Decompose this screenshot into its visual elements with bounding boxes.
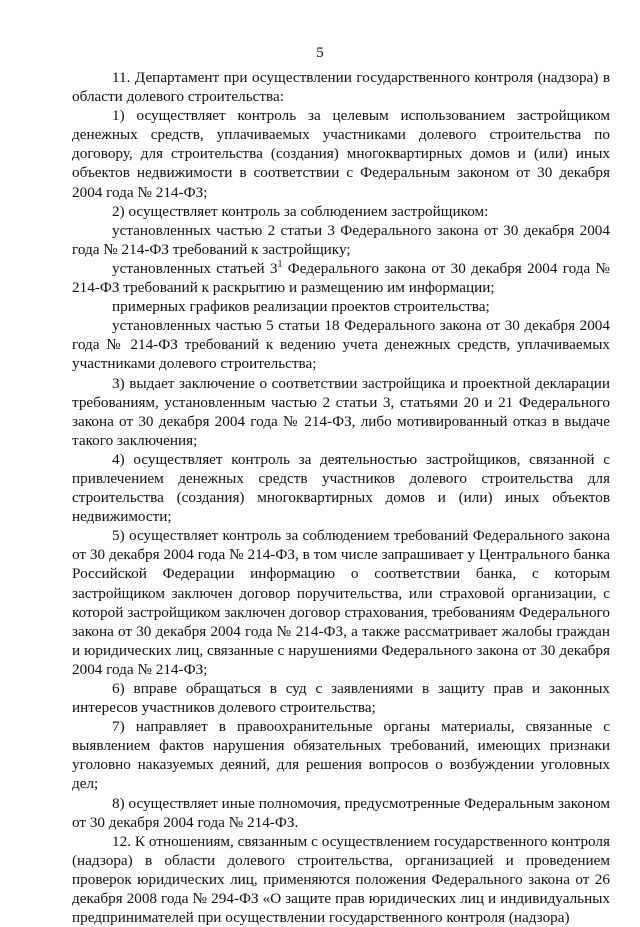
paragraph-11-item-2-sub-3: примерных графиков реализации проектов строительства; bbox=[112, 298, 490, 316]
page-number: 5 bbox=[316, 45, 324, 61]
paragraph-11-item-2-sub-2 bbox=[72, 259, 610, 297]
paragraph-11-item-1: 1) осуществляет контроль за целевым использованием застройщиком денежных средств, уплачиваемых участниками долевого строительства по договору, для строительства (создания) многоквартирных домов и (или) иных объектов недвижимости в соответствии с Федеральным законом от 30 декабря 2004 года № 214-ФЗ; bbox=[72, 107, 610, 201]
paragraph-11: 11. Департамент при осуществлении государственного контроля (надзора) в области долевого строительства: bbox=[72, 69, 610, 106]
paragraph-11-item-4: 4) осуществляет контроль за деятельностью застройщиков, связанной с привлечением денежных средств участников долевого строительства для строительства (создания) многоквартирных домов и (или) иных объектов недвижимости; bbox=[72, 450, 610, 526]
paragraph-11-item-2-sub-4: установленных частью 5 статьи 18 Федерального закона от 30 декабря 2004 года № 214-ФЗ требований к ведению учета денежных средств, уплачиваемых участниками долевого строительства; bbox=[72, 317, 610, 373]
sub-2-text-after: Федерального закона от 30 декабря 2004 года № 214-ФЗ требований к раскрытию и размещению им информации; bbox=[72, 259, 610, 297]
paragraph-11-item-2-sub-1: установленных частью 2 статьи 3 Федерального закона от 30 декабря 2004 года № 214-ФЗ требований к застройщику; bbox=[72, 221, 610, 258]
paragraph-11-item-5: 5) осуществляет контроль за соблюдением требований Федерального закона от 30 декабря 2004 года № 214-ФЗ, в том числе запрашивает у Центрального банка Российской Федерации информацию о соответствии банка, с которым застройщиком заключен договор поручительства, или страховой организации, с которой застройщиком заключен договор страхования, требованиям Федерального закона от 30 декабря 2004 года № 214-ФЗ, а также рассматривает жалобы граждан и юридических лиц, связанные с нарушениями Федерального закона от 30 декабря 2004 года № 214-ФЗ; bbox=[72, 527, 610, 678]
paragraph-11-item-8: 8) осуществляет иные полномочия, предусмотренные Федеральным законом от 30 декабря 2004 года № 214-ФЗ. bbox=[72, 794, 610, 831]
paragraph-11-item-2: 2) осуществляет контроль за соблюдением застройщиком: bbox=[112, 202, 489, 220]
paragraph-11-item-3: 3) выдает заключение о соответствии застройщика и проектной декларации требованиям, установленным частью 2 статьи 3, статьями 20 и 21 Федерального закона от 30 декабря 2004 года № 214-ФЗ, либо мотивированный отказ в выдаче такого заключения; bbox=[72, 374, 610, 449]
superscript-one: 1 bbox=[277, 258, 283, 270]
paragraph-11-item-6: 6) вправе обращаться в суд с заявлениями в защиту прав и законных интересов участников долевого строительства; bbox=[72, 680, 610, 717]
sub-2-text-before: установленных статьей 3 bbox=[112, 259, 278, 277]
document-body bbox=[72, 68, 610, 927]
paragraph-12: 12. К отношениям, связанным с осуществлением государственного контроля (надзора) в области долевого строительства, организацией и проведением проверок юридических лиц, применяются положения Федерального закона от 26 декабря 2008 года № 294-ФЗ «О защите прав юридических лиц и индивидуальных предпринимателей при осуществлении государственного контроля (надзора) bbox=[72, 832, 610, 927]
paragraph-11-item-7: 7) направляет в правоохранительные органы материалы, связанные с выявлением фактов нарушения обязательных требований, имеющих признаки уголовно наказуемых деяний, для решения вопросов о возбуждении уголовных дел; bbox=[72, 718, 610, 793]
